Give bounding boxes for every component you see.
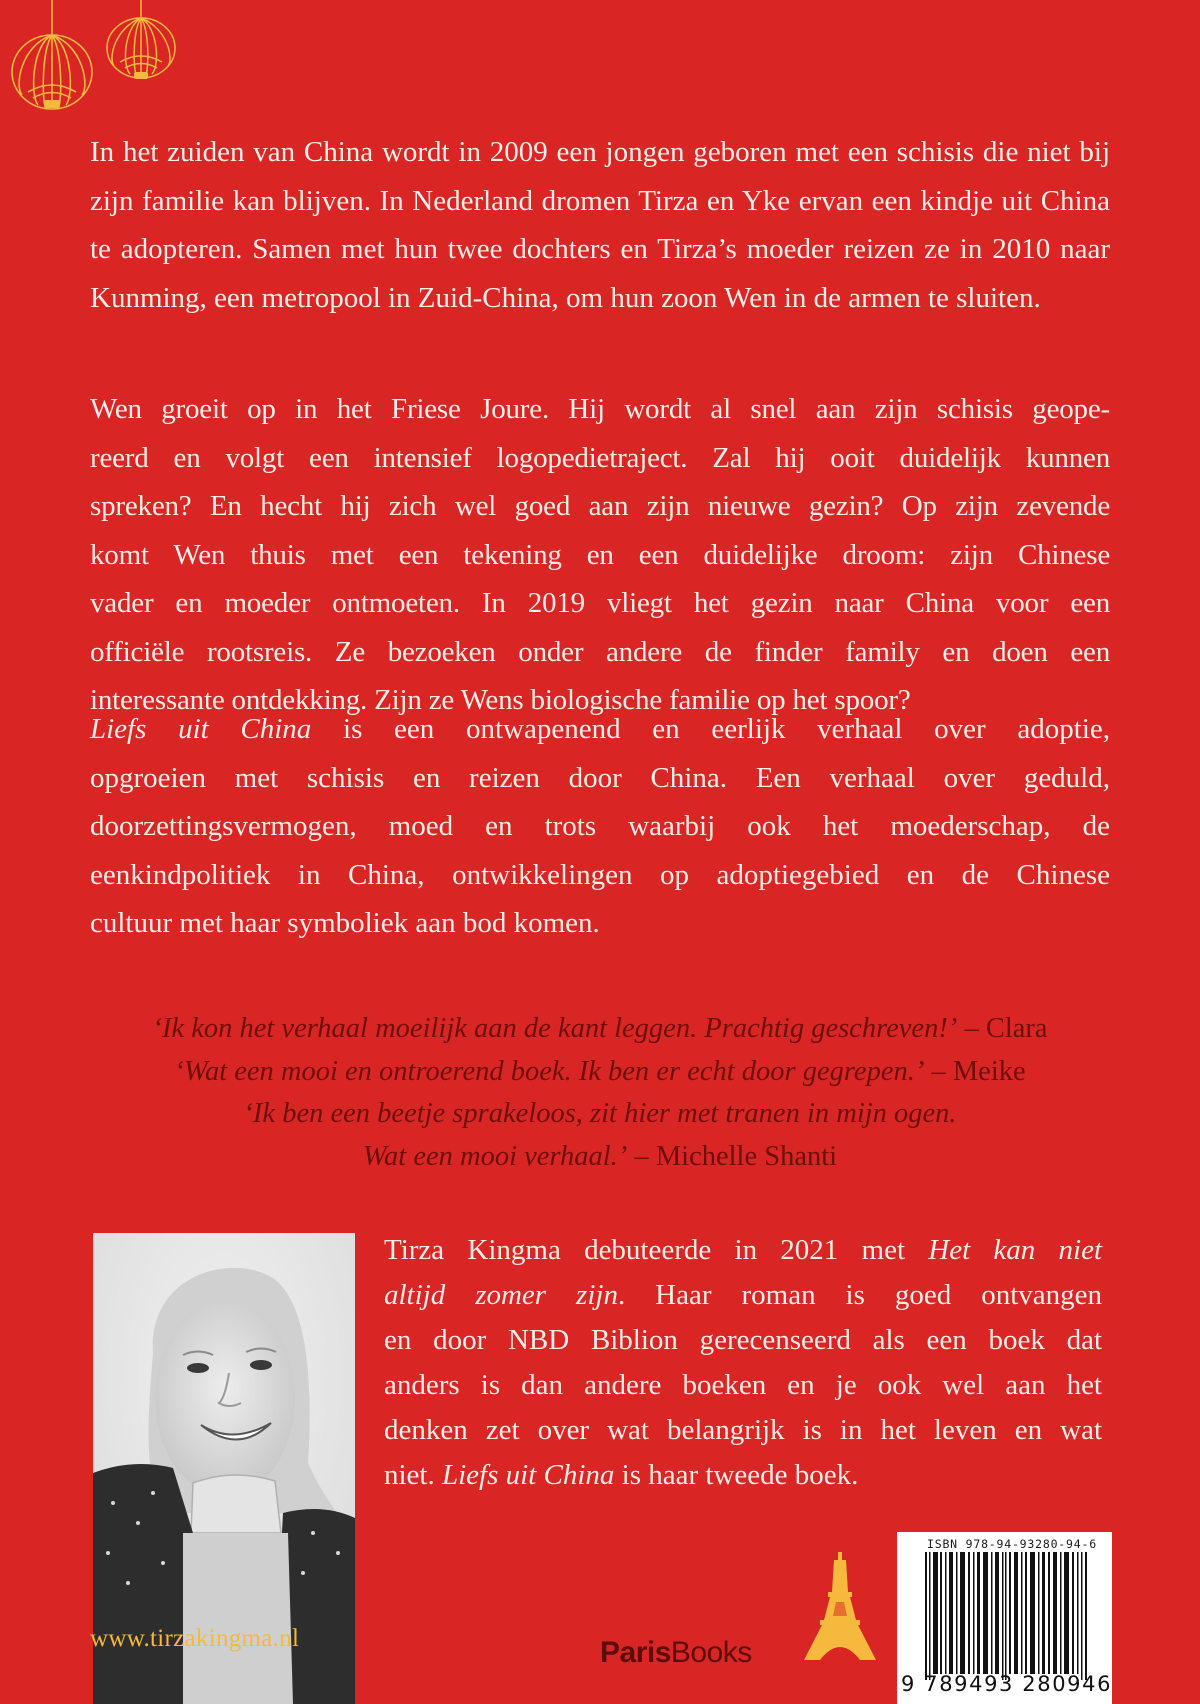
- quote-text: ‘Ik kon het verhaal moeilijk aan de kant leggen. Prachtig geschreven!’: [152, 1013, 958, 1044]
- publisher-name-bold: Paris: [600, 1636, 671, 1669]
- paragraph-line: eenkindpolitiek in China, ontwikkelingen op adoptiegebied en de Chinese: [90, 858, 1110, 891]
- book-title: Liefs uit China: [442, 1459, 615, 1491]
- bio-line: [384, 1453, 1102, 1498]
- paragraph-line: officiële rootsreis. Ze bezoeken onder andere de finder family en doen een: [90, 635, 1110, 668]
- isbn-barcode: [897, 1532, 1112, 1704]
- author-website-link[interactable]: www.tirzakingma.nl: [90, 1625, 300, 1652]
- bio-text: Tirza Kingma debuteerde in 2021 met: [384, 1234, 929, 1266]
- debut-title: Het kan niet: [928, 1234, 1102, 1266]
- quote-attribution: – Meike: [924, 1055, 1026, 1087]
- paragraph-text: is een ontwapenend en eerlijk verhaal over adoptie,: [311, 713, 1110, 745]
- paragraph-line: spreken? En hecht hij zich wel goed aan zijn nieuwe gezin? Op zijn zevende: [90, 490, 1110, 522]
- paragraph-line: opgroeien met schisis en reizen door China. Een verhaal over geduld,: [90, 761, 1110, 794]
- quote-text: ‘Wat een mooi en ontroerend boek. Ik ben er echt door gegrepen.’: [174, 1055, 925, 1087]
- reader-quotes: [90, 1008, 1110, 1178]
- blurb-paragraph-1: In het zuiden van China wordt in 2009 een jongen geboren met een schisis die niet bij zijn familie kan blijven. In Nederland dromen Tirza en Yke ervan een kindje uit China te adopteren. Samen met hun twee dochters en Tirza’s moeder reizen ze in 2010 naar Kunming, een metropool in Zuid-China, om hun zoon Wen in de armen te sluiten.: [90, 136, 1110, 314]
- paragraph-line: [90, 705, 1110, 754]
- quote-attribution: – Clara: [957, 1013, 1048, 1044]
- publisher-name-regular: Books: [670, 1636, 752, 1669]
- bio-text: is haar tweede boek.: [614, 1459, 859, 1491]
- paragraph-line: interessante ontdekking. Zijn ze Wens biologische familie op het spoor?: [90, 684, 911, 716]
- bio-text: . Haar roman is goed ontvangen: [617, 1279, 1102, 1311]
- paragraph-line: Wen groeit op in het Friese Joure. Hij wordt al snel aan zijn schisis geope-: [90, 393, 1110, 425]
- bio-text: niet.: [384, 1459, 442, 1491]
- paragraph-line: cultuur met haar symboliek aan bod komen.: [90, 907, 600, 939]
- quote-text: ‘Ik ben een beetje sprakeloos, zit hier met tranen in mijn ogen.: [243, 1098, 957, 1129]
- bio-line: denken zet over wat belangrijk is in het leven en wat: [384, 1414, 1102, 1446]
- paragraph-line: doorzettingsvermogen, moed en trots waarbij ook het moederschap, de: [90, 810, 1110, 842]
- isbn-label: ISBN 978-94-93280-94-6: [927, 1537, 1097, 1551]
- quote-attribution: – Michelle Shanti: [627, 1140, 838, 1172]
- quote-michelle-line-1: [90, 1093, 1110, 1136]
- paragraph-line: komt Wen thuis met een tekening en een duidelijke droom: zijn Chinese: [90, 538, 1110, 571]
- chinese-lanterns-icon: [0, 0, 250, 110]
- publisher-logo: [600, 1636, 752, 1670]
- quote-clara: [90, 1008, 1110, 1051]
- bio-line: [384, 1273, 1102, 1318]
- barcode-bars: [925, 1552, 1095, 1682]
- quote-text: Wat een mooi verhaal.’: [362, 1140, 628, 1172]
- quote-michelle-line-2: [90, 1136, 1110, 1179]
- bio-line: en door NBD Biblion gerecenseerd als een boek dat: [384, 1324, 1102, 1356]
- eiffel-tower-icon: [790, 1552, 890, 1660]
- bio-line: [384, 1228, 1102, 1273]
- debut-title: altijd zomer zijn: [384, 1279, 618, 1311]
- bio-line: anders is dan andere boeken en je ook wel aan het: [384, 1369, 1102, 1401]
- blurb-paragraph-2: [90, 385, 1110, 725]
- paragraph-line: reerd en volgt een intensief logopedietraject. Zal hij ooit duidelijk kunnen: [90, 441, 1110, 474]
- paragraph-line: vader en moeder ontmoeten. In 2019 vliegt het gezin naar China voor een: [90, 587, 1110, 619]
- author-bio: [384, 1228, 1102, 1498]
- quote-meike: [90, 1051, 1110, 1094]
- book-title: Liefs uit China: [90, 713, 312, 745]
- blurb-paragraph-3: [90, 705, 1110, 948]
- barcode-digits: 9 789493 280946: [901, 1672, 1113, 1696]
